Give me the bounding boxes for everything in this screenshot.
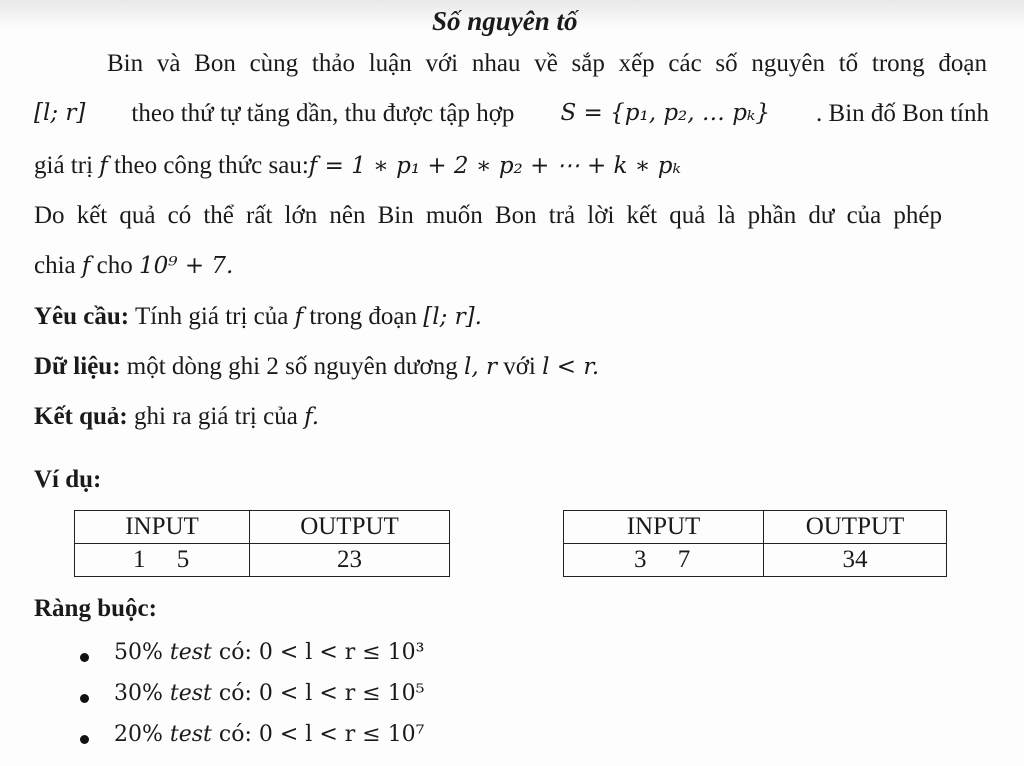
bullet-icon [80,735,89,744]
example-output: 34 [764,544,947,577]
input-spec-text: một dòng ghi 2 số nguyên dương [126,353,458,380]
constraint-percent: 30% [114,681,163,706]
statement-line-2 [34,100,989,128]
header-output: OUTPUT [250,511,450,544]
input-spec-text: với [503,353,536,380]
output-spec-line [34,403,319,431]
output-spec-text: ghi ra giá trị của [134,403,298,430]
constraint-condition: có: 0 < l < r ≤ 10⁷ [218,722,425,747]
modulo-line-2 [34,252,233,280]
constraint-word: test [169,722,212,747]
table-header-row [564,511,947,544]
input-spec-line [34,353,599,381]
example-heading [34,466,101,494]
constraint-condition: có: 0 < l < r ≤ 10⁵ [218,681,425,706]
var-f: f [81,253,91,279]
constraints-heading-text: Ràng buộc: [34,595,157,622]
set-S: S = {p₁, p₂, … pₖ} [560,100,770,126]
problem-title: Số nguyên tố [432,6,578,36]
var-f: f [294,304,304,330]
statement-line-3 [34,152,681,180]
constraint-item [114,722,425,747]
input-spec-label: Dữ liệu: [34,353,121,380]
constraint-item [114,681,425,706]
example-heading-text: Ví dụ: [34,466,102,493]
table-row [75,544,450,577]
requirement-text: trong đoạn [309,303,418,330]
vars-lr: l, r [463,354,497,380]
statement-text: theo thứ tự tăng dần, thu được tập hợp [131,100,515,127]
condition-l-lt-r: l < r. [542,354,600,380]
table-row [564,544,947,577]
requirement-line [34,303,482,331]
requirement-label: Yêu cầu: [34,303,130,330]
example-input: 1 5 [75,544,250,577]
table-header-row [75,511,450,544]
statement-text: cho [96,252,133,279]
header-input: INPUT [75,511,250,544]
formula-f: f = 1 ∗ p₁ + 2 ∗ p₂ + ⋯ + k ∗ pₖ [308,153,681,179]
constraint-item [114,640,425,665]
constraint-percent: 50% [114,640,163,665]
constraints-heading [34,595,157,623]
var-f: f. [304,404,320,430]
statement-line-1: Bin và Bon cùng thảo luận với nhau về sắp xếp các số nguyên tố trong đoạn [107,50,987,77]
constraint-word: test [169,681,212,706]
example-table-1 [74,510,450,577]
constraint-word: test [169,640,212,665]
constraint-percent: 20% [114,722,163,747]
bullet-icon [80,694,89,703]
header-output: OUTPUT [764,511,947,544]
statement-text: giá trị [34,152,94,179]
constraint-condition: có: 0 < l < r ≤ 10³ [218,640,425,665]
example-table-2 [563,510,947,577]
example-input: 3 7 [564,544,764,577]
modulus: 10⁹ + 7. [139,253,234,279]
range-lr: [l; r]. [423,304,482,330]
statement-text: chia [34,252,76,279]
var-f: f [99,153,108,179]
example-output: 23 [250,544,450,577]
range-lr: [l; r] [34,100,86,126]
statement-text: theo công thức sau: [114,152,309,179]
header-input: INPUT [564,511,764,544]
statement-text: . Bin đố Bon tính [816,100,989,127]
output-spec-label: Kết quả: [34,403,128,430]
bullet-icon [80,653,89,662]
requirement-text: Tính giá trị của [134,303,289,330]
modulo-line-1: Do kết quả có thể rất lớn nên Bin muốn Bon trả lời kết quả là phần dư của phép [34,202,942,229]
